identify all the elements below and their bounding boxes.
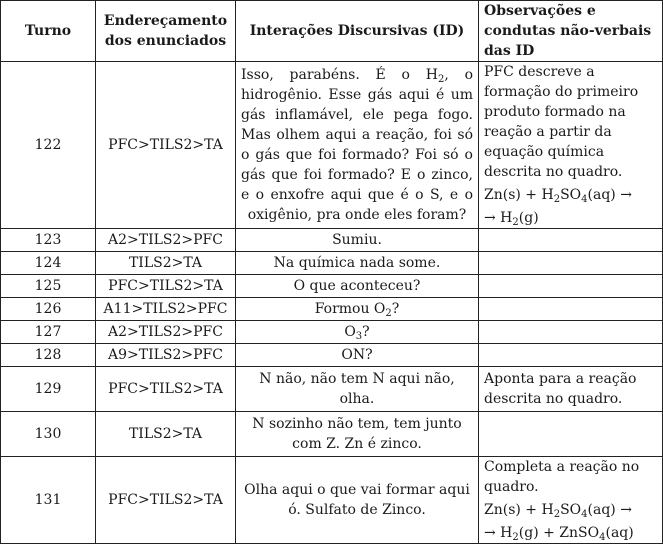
header-enderecamento: Endereçamento dos enunciados — [96, 1, 236, 62]
header-turno: Turno — [1, 1, 96, 62]
observacao-cell — [479, 298, 663, 321]
interacao-cell: N sozinho não tem, tem junto com Z. Zn é zinco. — [236, 412, 479, 457]
interacao-cell: $O_3$? — [236, 321, 479, 344]
observacao-cell — [479, 344, 663, 367]
header-observacoes: Observações e condutas não-verbais das ID — [479, 1, 663, 62]
equation-line-2: → $H_2(g)$ + ZnSO$_4$(aq) — [484, 525, 634, 543]
turno-cell: 127 — [1, 321, 96, 344]
table-row — [1, 298, 663, 321]
enderecamento-cell: TILS2>TA — [96, 252, 236, 275]
observacao-cell — [479, 62, 663, 229]
turno-cell: 124 — [1, 252, 96, 275]
turno-cell: 131 — [1, 457, 96, 544]
interacao-cell: ON? — [236, 344, 479, 367]
turno-cell: 129 — [1, 367, 96, 412]
table-row — [1, 275, 663, 298]
turno-cell: 123 — [1, 229, 96, 252]
header-row — [1, 1, 663, 62]
interacao-cell: Formou $O_2$? — [236, 298, 479, 321]
enderecamento-cell: PFC>TILS2>TA — [96, 275, 236, 298]
table-row — [1, 252, 663, 275]
enderecamento-cell: TILS2>TA — [96, 412, 236, 457]
table-row — [1, 229, 663, 252]
enderecamento-cell: A2>TILS2>PFC — [96, 229, 236, 252]
observacao-cell — [479, 321, 663, 344]
equation-line-1: $Zn(s) + H_2SO_4(aq)$ → — [484, 187, 632, 205]
interacao-cell: Na química nada some. — [236, 252, 479, 275]
interacao-cell: N não, não tem N aqui não, olha. — [236, 367, 479, 412]
observacao-cell — [479, 412, 663, 457]
interacao-cell: Sumiu. — [236, 229, 479, 252]
enderecamento-cell: A2>TILS2>PFC — [96, 321, 236, 344]
equation-line-1: $Zn(s) + H_2SO_4(aq)$ → — [484, 502, 632, 520]
interacao-cell: Isso, parabéns. É o $H_2$, o hidrogênio. Esse gás aqui é um gás inflamável, ele pega fogo. Mas olhem aqui a reação, foi só o gás que foi formado? Foi só o gás que foi formado? E o zinco, e o enxofre aqui que é o S, e o oxigênio, pra onde eles foram? — [236, 62, 479, 229]
table-row — [1, 344, 663, 367]
turno-cell: 122 — [1, 62, 96, 229]
table-row — [1, 321, 663, 344]
enderecamento-cell: A9>TILS2>PFC — [96, 344, 236, 367]
observacao-cell: Aponta para a reação descrita no quadro. — [479, 367, 663, 412]
enderecamento-cell: A11>TILS2>PFC — [96, 298, 236, 321]
interacao-cell: Olha aqui o que vai formar aqui ó. Sulfato de Zinco. — [236, 457, 479, 544]
observacao-text: PFC descreve a formação do primeiro produto formado na reação a partir da equação química descrita no quadro. — [484, 64, 639, 180]
enderecamento-cell: PFC>TILS2>TA — [96, 457, 236, 544]
table-row — [1, 457, 663, 544]
table-row — [1, 367, 663, 412]
observacao-cell — [479, 457, 663, 544]
enderecamento-cell: PFC>TILS2>TA — [96, 367, 236, 412]
observacao-cell — [479, 252, 663, 275]
turno-cell: 130 — [1, 412, 96, 457]
equation-line-2: → $H_2(g)$ — [484, 210, 539, 228]
enderecamento-cell: PFC>TILS2>TA — [96, 62, 236, 229]
interacao-cell: O que aconteceu? — [236, 275, 479, 298]
table-row — [1, 412, 663, 457]
observacao-cell — [479, 229, 663, 252]
turno-cell: 125 — [1, 275, 96, 298]
observacao-text: Completa a reação no quadro. — [484, 459, 640, 495]
observacao-cell — [479, 275, 663, 298]
table-row — [1, 62, 663, 229]
turno-cell: 126 — [1, 298, 96, 321]
turno-cell: 128 — [1, 344, 96, 367]
header-interacoes: Interações Discursivas (ID) — [236, 1, 479, 62]
